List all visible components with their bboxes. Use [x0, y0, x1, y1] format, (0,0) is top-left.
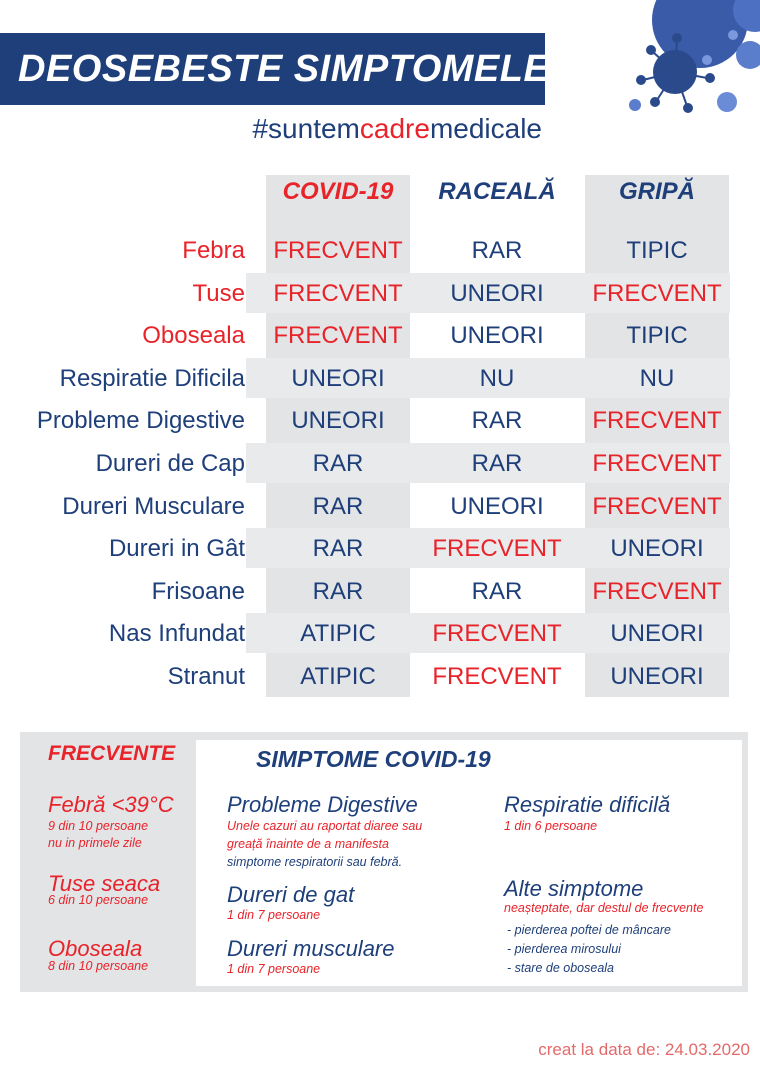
- row-label: Dureri Musculare: [62, 493, 245, 520]
- other-bullet: - stare de oboseala: [507, 961, 615, 975]
- table-cell: FRECVENT: [592, 450, 722, 477]
- other-sub: neașteptate, dar destul de frecvente: [504, 901, 704, 915]
- other-bullet: - pierderea mirosului: [507, 942, 621, 956]
- digestive-line: Unele cazuri au raportat diaree sau: [227, 819, 423, 833]
- table-cell: FRECVENT: [273, 280, 403, 307]
- table-cell: RAR: [312, 450, 364, 477]
- table-cell: FRECVENT: [592, 493, 722, 520]
- row-label: Frisoane: [151, 578, 245, 605]
- table-cell: UNEORI: [610, 663, 704, 690]
- row-label: Stranut: [167, 663, 245, 690]
- row-label: Nas Infundat: [108, 620, 245, 647]
- throat-title: Dureri de gat: [227, 882, 355, 907]
- table-cell: TIPIC: [626, 322, 688, 349]
- hashtag-part: #suntem: [252, 113, 360, 144]
- cough-title: Tuse seaca: [48, 871, 161, 896]
- muscle-title: Dureri musculare: [227, 936, 395, 961]
- title-banner: DEOSEBESTE SIMPTOMELE: [0, 33, 545, 105]
- table-cell: FRECVENT: [273, 237, 403, 264]
- virus-icon: [615, 0, 760, 120]
- table-cell: RAR: [312, 578, 364, 605]
- digestive-line: simptome respiratorii sau febră.: [227, 855, 403, 869]
- other-title: Alte simptome: [504, 876, 644, 901]
- table-cell: UNEORI: [291, 365, 385, 392]
- frequent-title: FRECVENTE: [48, 742, 176, 765]
- column-header-gripa: GRIPĂ: [618, 178, 695, 205]
- hashtag: [252, 113, 542, 145]
- breathing-sub: 1 din 6 persoane: [504, 819, 598, 833]
- row-label: Dureri in Gât: [108, 535, 245, 562]
- column-header-covid: COVID-19: [282, 178, 394, 205]
- table-cell: RAR: [471, 407, 523, 434]
- table-cell: TIPIC: [626, 237, 688, 264]
- table-cell: FRECVENT: [592, 578, 722, 605]
- fever-sub: 9 din 10 persoane: [48, 819, 149, 833]
- throat-sub: 1 din 7 persoane: [227, 908, 321, 922]
- row-label: Tuse: [192, 280, 245, 307]
- table-cell: UNEORI: [610, 620, 704, 647]
- row-label: Respiratie Dificila: [59, 365, 245, 392]
- digestive-line: greață înainte de a manifesta: [227, 837, 389, 851]
- table-cell: FRECVENT: [592, 407, 722, 434]
- table-cell: FRECVENT: [432, 535, 562, 562]
- row-label: Febra: [182, 237, 245, 264]
- breathing-title: Respiratie dificilă: [504, 792, 671, 817]
- digestive-title: Probleme Digestive: [227, 792, 418, 817]
- table-cell: NU: [479, 365, 515, 392]
- table-cell: UNEORI: [450, 322, 544, 349]
- fever-sub2: nu in primele zile: [48, 836, 142, 850]
- fatigue-title: Oboseala: [48, 936, 143, 961]
- hashtag-red-part: cadre: [359, 113, 430, 144]
- table-cell: FRECVENT: [432, 663, 562, 690]
- table-cell: ATIPIC: [300, 620, 376, 647]
- fever-title: Febră <39°C: [48, 792, 174, 817]
- other-bullet: - pierderea poftei de mâncare: [507, 923, 671, 937]
- table-cell: FRECVENT: [273, 322, 403, 349]
- covid-symptoms-title: SIMPTOME COVID-19: [256, 746, 491, 772]
- table-cell: RAR: [471, 450, 523, 477]
- row-label: Probleme Digestive: [36, 407, 245, 434]
- creation-date: creat la data de: 24.03.2020: [538, 1040, 750, 1059]
- table-cell: UNEORI: [291, 407, 385, 434]
- fatigue-sub: 8 din 10 persoane: [48, 959, 149, 973]
- table-cell: RAR: [312, 535, 364, 562]
- table-cell: RAR: [471, 237, 523, 264]
- muscle-sub: 1 din 7 persoane: [227, 962, 321, 976]
- row-label: Dureri de Cap: [95, 450, 245, 477]
- row-label: Oboseala: [142, 322, 245, 349]
- column-header-raceala: RACEALĂ: [438, 178, 556, 205]
- table-cell: FRECVENT: [432, 620, 562, 647]
- table-cell: UNEORI: [450, 493, 544, 520]
- table-cell: UNEORI: [610, 535, 704, 562]
- table-cell: FRECVENT: [592, 280, 722, 307]
- hashtag-part: medicale: [429, 113, 542, 144]
- table-cell: ATIPIC: [300, 663, 376, 690]
- table-cell: NU: [639, 365, 675, 392]
- table-cell: RAR: [312, 493, 364, 520]
- cough-sub: 6 din 10 persoane: [48, 893, 149, 907]
- table-cell: UNEORI: [450, 280, 544, 307]
- table-cell: RAR: [471, 578, 523, 605]
